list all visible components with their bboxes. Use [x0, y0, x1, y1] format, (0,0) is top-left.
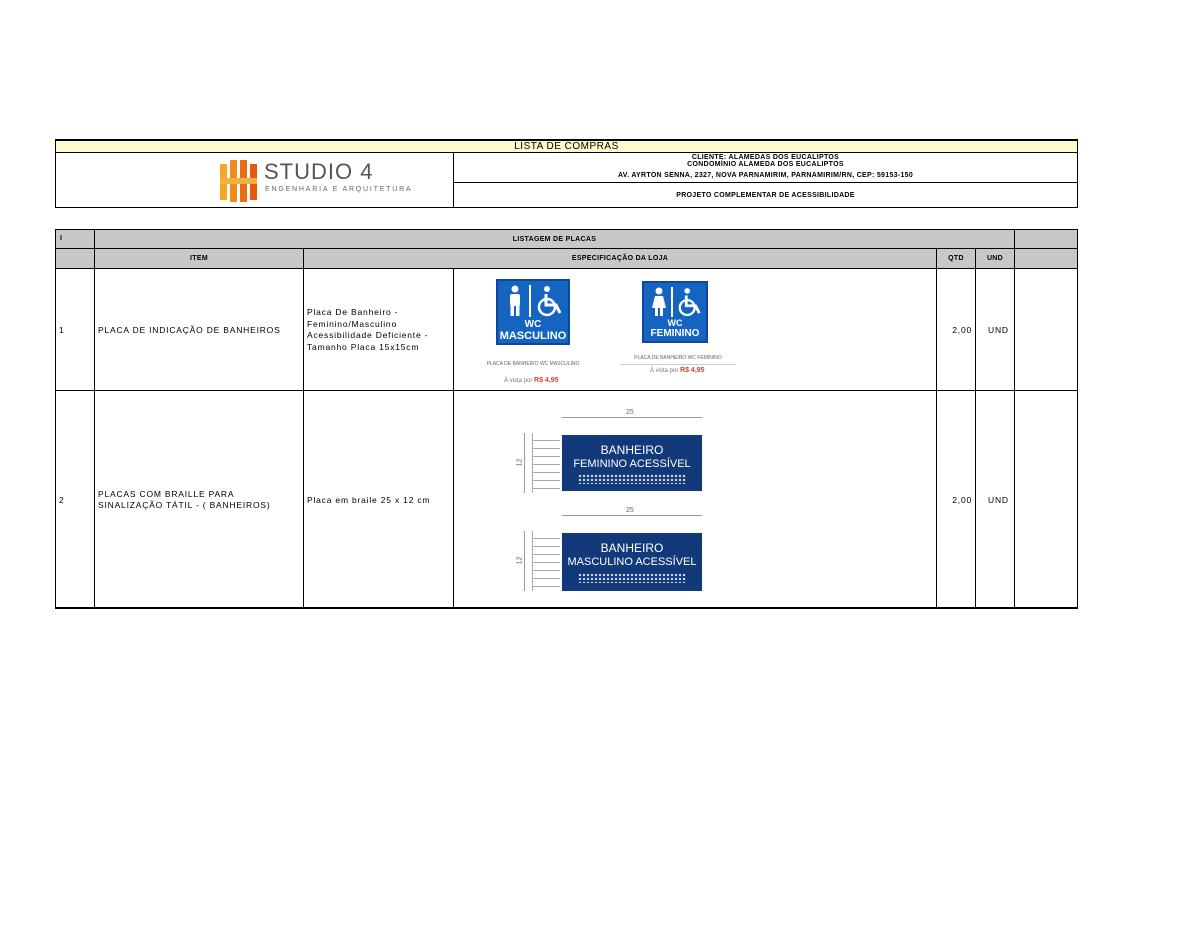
sign-line1: WC	[667, 318, 683, 328]
row2-unit: UND	[988, 495, 1009, 505]
col-header-item-label: ITEM	[190, 255, 208, 262]
section-title-cell	[94, 229, 1015, 249]
row2-unit-cell	[975, 390, 1015, 609]
row1-number-cell	[55, 268, 95, 391]
row2-qty: 2,00	[952, 495, 972, 505]
dimension-line-left	[524, 433, 525, 493]
row1-desc-line: Placa De Banheiro -	[307, 307, 399, 317]
client-name: CLIENTE: ALAMEDAS DOS EUCALIPTOS	[691, 154, 840, 161]
row1-qty: 2,00	[952, 325, 972, 335]
dimension-label: 25	[626, 409, 634, 416]
row1-item-cell	[94, 268, 304, 391]
dimension-label: 25	[626, 507, 634, 514]
row1-desc-line: Tamanho Placa 15x15cm	[307, 341, 420, 352]
price-prefix: À vista por	[650, 368, 679, 374]
project-name: PROJETO COMPLEMENTAR DE ACESSIBILIDADE	[676, 191, 855, 199]
caption-divider	[620, 364, 736, 365]
row2-description: Placa em braile 25 x 12 cm	[307, 495, 431, 505]
braille-sign-line1: BANHEIRO	[600, 541, 664, 555]
dimension-line-top	[562, 417, 702, 418]
braille-sign-line2: FEMININO ACESSÍVEL	[573, 458, 691, 470]
row1-description-cell	[303, 268, 454, 391]
project-cell	[453, 182, 1078, 208]
col-header-spec	[303, 248, 937, 269]
braille-dots	[578, 474, 686, 484]
price-value: R$ 4,95	[534, 377, 559, 384]
braille-dots	[578, 573, 686, 583]
row1-desc-line: Feminino/Masculino	[307, 318, 397, 329]
product-caption: PLACA DE BANHEIRO WC MASCULINO	[486, 361, 580, 367]
product-caption: PLACA DE BANHEIRO WC FEMININO	[634, 355, 722, 361]
dimension-ticks	[532, 531, 560, 591]
dimension-ticks	[532, 433, 560, 493]
row1-qty-cell	[936, 268, 976, 391]
dimension-line-left	[524, 531, 525, 591]
price-prefix: À vista por	[504, 378, 533, 384]
section-number-cell	[55, 229, 95, 249]
sign-line2: FEMININO	[650, 328, 700, 339]
braille-sign-line2: MASCULINO ACESSÍVEL	[567, 556, 697, 568]
row1-number: 1	[59, 325, 65, 335]
female-person-icon	[650, 287, 668, 317]
col-header-empty	[1014, 248, 1078, 269]
sign-divider	[671, 287, 673, 317]
product-price-row	[650, 367, 705, 374]
section-title: LISTAGEM DE PLACAS	[512, 235, 597, 243]
studio4-logo-icon	[218, 158, 260, 204]
col-header-qtd-label: QTD	[948, 255, 964, 262]
logo-tagline: ENGENHARIA E ARQUITETURA	[265, 186, 413, 193]
braille-sign-feminino	[562, 435, 702, 491]
col-header-und-label: UND	[986, 255, 1004, 262]
row2-image-cell	[453, 390, 937, 609]
row1-item: PLACA DE INDICAÇÃO DE BANHEIROS	[98, 325, 281, 335]
braille-sign-masculino	[562, 533, 702, 591]
row2-number: 2	[59, 495, 65, 505]
product-price-row	[504, 377, 559, 384]
wc-masculino-sign	[496, 279, 570, 345]
col-header-qtd	[936, 248, 976, 269]
section-number: I	[60, 235, 63, 242]
col-header-item	[94, 248, 304, 269]
row2-item-cell	[94, 390, 304, 609]
row1-description	[307, 307, 428, 353]
condominium-name: CONDOMÍNIO ALAMEDA DOS EUCALIPTOS	[687, 161, 844, 168]
row1-empty-cell	[1014, 268, 1078, 391]
row1-unit: UND	[988, 325, 1009, 335]
col-header-number	[55, 248, 95, 269]
row2-number-cell	[55, 390, 95, 609]
wheelchair-icon	[677, 287, 703, 317]
wc-feminino-sign	[642, 281, 708, 343]
row2-item: PLACAS COM BRAILLE PARA SINALIZAÇÃO TÁTIL - ( BANHEIROS)	[98, 489, 271, 510]
sign-line1: WC	[524, 319, 542, 330]
col-header-und	[975, 248, 1015, 269]
sign-divider	[529, 285, 531, 317]
section-empty-cell	[1014, 229, 1078, 249]
braille-sign-line1: BANHEIRO	[600, 443, 664, 457]
row2-description-cell	[303, 390, 454, 609]
dimension-line-top	[562, 515, 702, 516]
logo-name: STUDIO 4	[264, 159, 374, 184]
row2-empty-cell	[1014, 390, 1078, 609]
dimension-label: 12	[516, 458, 524, 467]
address: AV. AYRTON SENNA, 2327, NOVA PARNAMIRIM, PARNAMIRIM/RN, CEP: 59153-150	[617, 172, 914, 179]
price-value: R$ 4,95	[680, 367, 705, 374]
male-person-icon	[506, 285, 524, 317]
sign-line2: MASCULINO	[499, 330, 567, 342]
page-title: LISTA DE COMPRAS	[514, 141, 619, 152]
title-bar	[55, 139, 1078, 153]
logo-cell	[55, 152, 454, 208]
client-info-cell	[453, 152, 1078, 183]
row1-desc-line: Acessibilidade Deficiente -	[307, 330, 429, 340]
wheelchair-icon	[536, 285, 564, 317]
row1-unit-cell	[975, 268, 1015, 391]
row2-qty-cell	[936, 390, 976, 609]
dimension-label: 12	[516, 556, 524, 565]
row1-image-cell	[453, 268, 937, 391]
col-header-spec-label: ESPECIFICAÇÃO DA LOJA	[571, 255, 669, 262]
